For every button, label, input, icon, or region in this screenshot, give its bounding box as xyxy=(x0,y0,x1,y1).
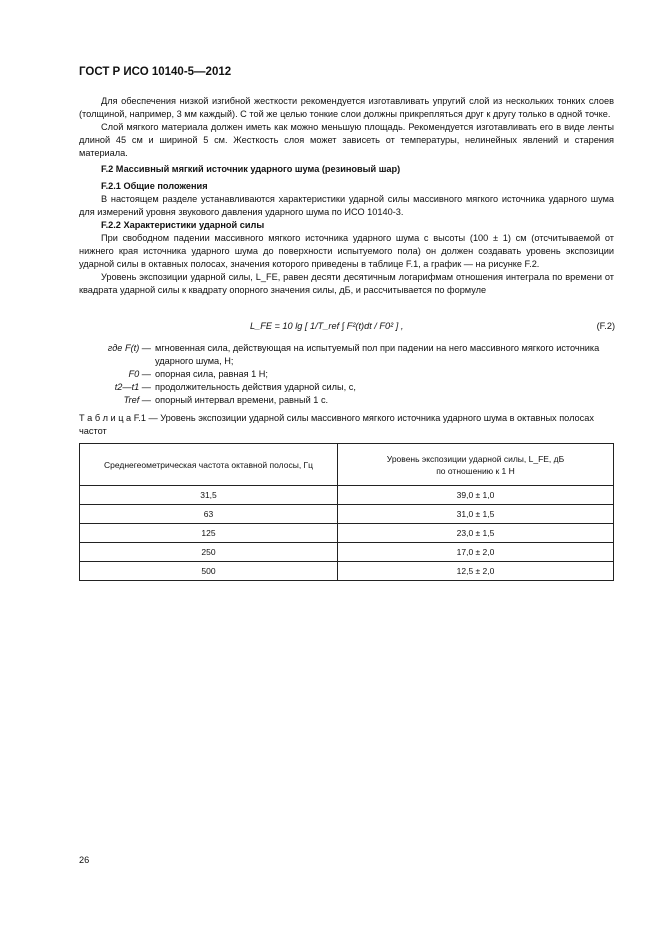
formula-text: L_FE = 10 lg [ 1/T_ref ∫ F²(t)dt / F0² ] , xyxy=(250,321,404,331)
definition-desc: мгновенная сила, действующая на испытуемый пол при падении на него массивного мягкого источника ударного шума, Н; xyxy=(155,343,600,366)
definition-desc: продолжительность действия ударной силы, с, xyxy=(155,382,356,392)
cell: 12,5 ± 2,0 xyxy=(338,562,614,581)
definition-term: где F(t) — xyxy=(107,343,151,353)
table-row xyxy=(80,486,614,505)
cell: 31,0 ± 1,5 xyxy=(338,505,614,524)
cell: 500 xyxy=(80,562,338,581)
cell: 125 xyxy=(80,524,338,543)
column-header-level-title: Уровень экспозиции ударной силы, L_FE, дБ xyxy=(386,453,565,464)
cell: 250 xyxy=(80,543,338,562)
definition-desc: опорная сила, равная 1 Н; xyxy=(155,369,268,379)
cell: 31,5 xyxy=(80,486,338,505)
cell: 39,0 ± 1,0 xyxy=(338,486,614,505)
column-header-level-ref: по отношению к 1 Н xyxy=(436,465,515,476)
table-f1 xyxy=(79,443,614,581)
table-header-row xyxy=(80,444,614,486)
definition-desc: опорный интервал времени, равный 1 с. xyxy=(155,395,329,405)
paragraph: Слой мягкого материала должен иметь как можно меньшую площадь. Рекомендуется изготавливать его в виде ленты длиной 45 см и шириной 5 см. Жесткость слоя может зависеть от температуры, нелинейных явлений и старения материала. xyxy=(79,122,614,158)
table-row xyxy=(80,505,614,524)
formula-f2 xyxy=(250,314,615,338)
cell: 63 xyxy=(80,505,338,524)
formula-number: (F.2) xyxy=(596,321,615,331)
definition-term: F0 — xyxy=(128,369,151,379)
definition-term: Tref — xyxy=(123,395,151,405)
table-row xyxy=(80,562,614,581)
section-heading-f2: F.2 Массивный мягкий источник ударного шума (резиновый шар) xyxy=(101,164,401,174)
paragraph: В настоящем разделе устанавливаются характеристики ударной силы массивного мягкого источника ударного шума для измерений уровня звукового давления ударного шума по ИСО 10140-3. xyxy=(79,194,614,217)
cell: 23,0 ± 1,5 xyxy=(338,524,614,543)
body-text xyxy=(79,95,614,297)
paragraph: При свободном падении массивного мягкого источника ударного шума с высоты (100 ± 1) см (отсчитываемой от нижнего края источника ударного шума до поверхности испытуемого пола) он должен создавать уровень экспозиции ударной силы в октавных полосах, значения которого приведены в таблице F.1, а график — на рисунке F.2. xyxy=(79,233,614,269)
column-header-frequency: Среднегеометрическая частота октавной полосы, Гц xyxy=(80,444,338,486)
table-row xyxy=(80,524,614,543)
table-caption: Т а б л и ц а F.1 — Уровень экспозиции ударной силы массивного мягкого источника ударного шума в октавных полосах частот xyxy=(79,413,594,436)
column-header-level xyxy=(338,444,614,486)
definition-item xyxy=(79,381,614,394)
table-row xyxy=(80,543,614,562)
section-heading-f21: F.2.1 Общие положения xyxy=(101,181,208,191)
definitions-list xyxy=(79,342,614,407)
page-number: 26 xyxy=(79,855,90,865)
definition-item xyxy=(79,368,614,381)
definition-term: t2—t1 — xyxy=(114,382,151,392)
paragraph-lfe: Уровень экспозиции ударной силы, L_FE, равен десяти десятичным логарифмам отношения интеграла по времени от квадрата ударной силы к квадрату опорного значения силы, дБ, и рассчитывается по формуле xyxy=(79,272,614,295)
definition-item xyxy=(79,342,614,368)
section-heading-f22: F.2.2 Характеристики ударной силы xyxy=(101,220,265,230)
definition-item xyxy=(79,394,614,407)
document-header: ГОСТ Р ИСО 10140-5—2012 xyxy=(79,66,232,78)
cell: 17,0 ± 2,0 xyxy=(338,543,614,562)
paragraph: Для обеспечения низкой изгибной жесткости рекомендуется изготавливать упругий слой из нескольких тонких слоев (толщиной, например, 3 мм каждый). С той же целью тонкие слои должны прикрепляться друг к другу только в одной точке. xyxy=(79,96,614,119)
